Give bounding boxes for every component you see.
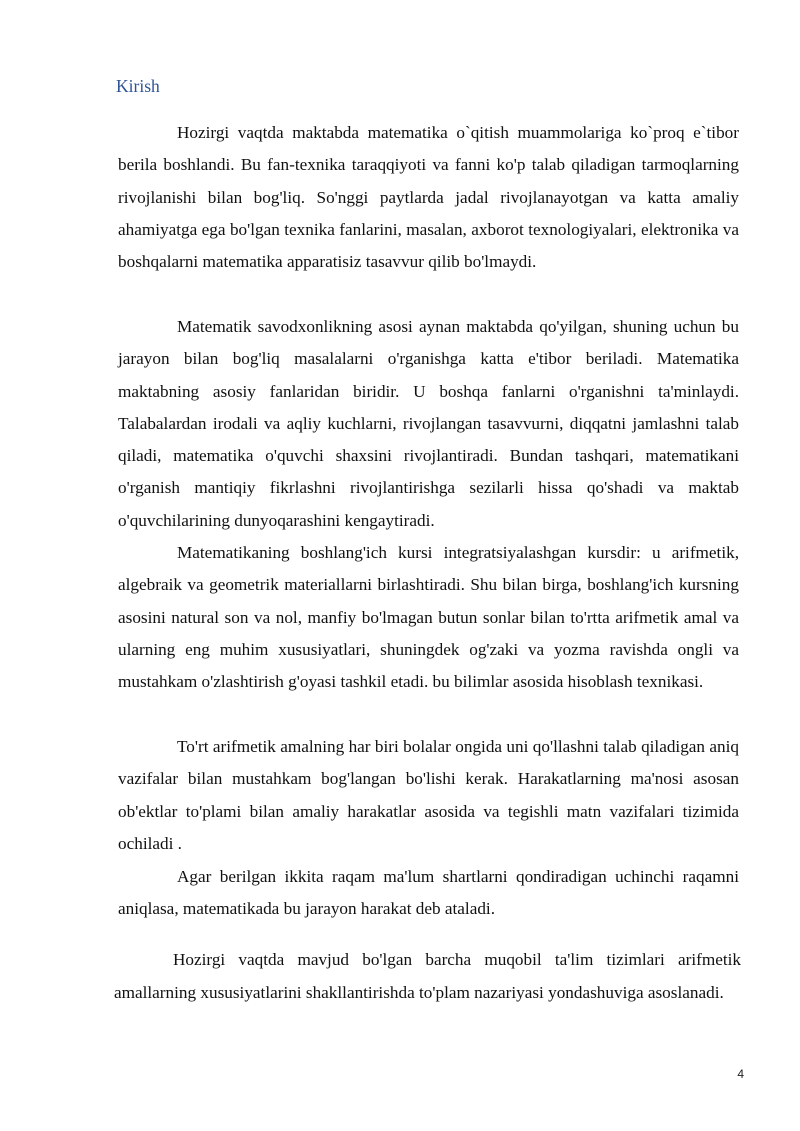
paragraph-5: Agar berilgan ikkita raqam ma'lum shartlarni qondiradigan uchinchi raqamni aniqlasa, matematikada bu jarayon harakat deb ataladi. (118, 867, 739, 919)
paragraph-1: Hozirgi vaqtda maktabda matematika o`qitish muammolariga ko`proq e`tibor berila boshlandi. Bu fan-texnika taraqqiyoti va fanni ko'p talab qiladigan tarmoqlarning rivojlanishi bilan bog'liq. So'nggi paytlarda jadal rivojlanayotgan va katta amaliy ahamiyatga ega bo'lgan texnika fanlarini, masalan, axborot texnologiyalari, elektronika va boshqalarni matematika apparatisiz tasavvur qilib bo'lmaydi. (118, 123, 739, 272)
section-heading: Kirish (116, 76, 160, 96)
paragraph-6: Hozirgi vaqtda mavjud bo'lgan barcha muqobil ta'lim tizimlari arifmetik amallarning xususiyatlarini shakllantirishda to'plam nazariyasi yondashuviga asoslanadi. (114, 950, 741, 1002)
paragraph-4: To'rt arifmetik amalning har biri bolalar ongida uni qo'llashni talab qiladigan aniq vazifalar bilan mustahkam bog'langan bo'lishi kerak. Harakatlarning ma'nosi asosan ob'ektlar to'plami bilan amaliy harakatlar asosida va tegishli matn vazifalari tizimida ochiladi . (118, 737, 739, 853)
page-number: 4 (737, 1067, 744, 1081)
paragraph-2: Matematik savodxonlikning asosi aynan maktabda qo'yilgan, shuning uchun bu jarayon bilan bog'liq masalalarni o'rganishga katta e'tibor beriladi. Matematika maktabning asosiy fanlaridan biridir. U boshqa fanlarni o'rganishni ta'minlaydi. Talabalardan irodali va aqliy kuchlarni, rivojlangan tasavvurni, diqqatni jamlashni talab qiladi, matematika o'quvchi shaxsini rivojlantiradi. Bundan tashqari, matematikani o'rganish mantiqiy fikrlashni rivojlantirishga sezilarli hissa qo'shadi va maktab o'quvchilarining dunyoqarashini kengaytiradi. (118, 317, 739, 530)
paragraph-3: Matematikaning boshlang'ich kursi integratsiyalashgan kursdir: u arifmetik, algebraik va geometrik materiallarni birlashtiradi. Shu bilan birga, boshlang'ich kursning asosini natural son va nol, manfiy bo'lmagan butun sonlar bilan to'rtta arifmetik amal va ularning eng muhim xususiyatlari, shuningdek og'zaki va yozma ravishda ongli va mustahkam o'zlashtirish g'oyasi tashkil etadi. bu bilimlar asosida hisoblash texnikasi. (118, 543, 739, 692)
